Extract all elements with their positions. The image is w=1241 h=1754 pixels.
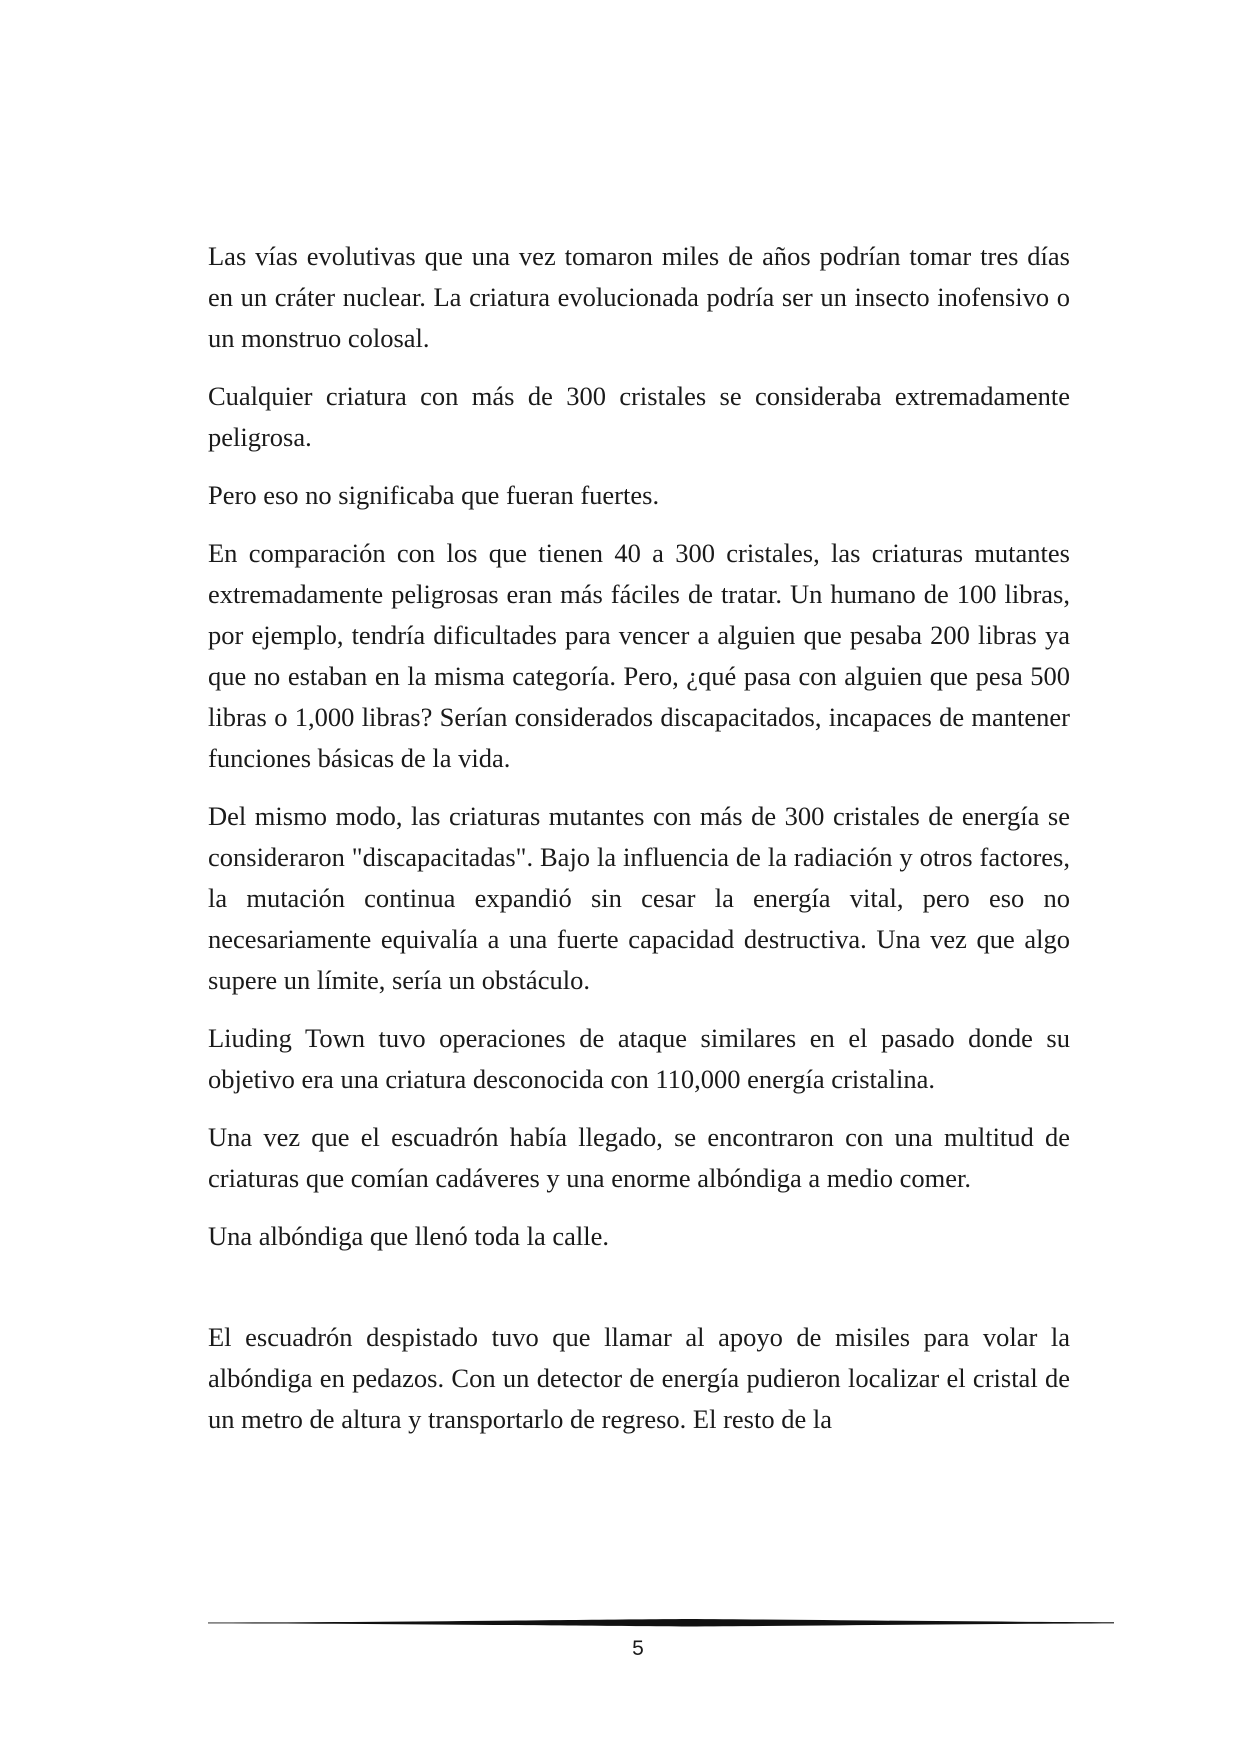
paragraph: Pero eso no significaba que fueran fuertes.	[208, 480, 660, 510]
paragraph: Cualquier criatura con más de 300 cristales se consideraba extremadamente peligrosa.	[208, 381, 1070, 452]
body-text	[208, 236, 1070, 1457]
paragraph: Una vez que el escuadrón había llegado, se encontraron con una multitud de criaturas que comían cadáveres y una enorme albóndiga a medio comer.	[208, 1122, 1070, 1193]
paragraph: Liuding Town tuvo operaciones de ataque similares en el pasado donde su objetivo era una criatura desconocida con 110,000 energía cristalina.	[208, 1023, 1070, 1094]
page-number: 5	[632, 1637, 644, 1660]
paragraph: En comparación con los que tienen 40 a 300 cristales, las criaturas mutantes extremadamente peligrosas eran más fáciles de tratar. Un humano de 100 libras, por ejemplo, tendría dificultades para vencer a alguien que pesaba 200 libras ya que no estaban en la misma categoría. Pero, ¿qué pasa con alguien que pesa 500 libras o 1,000 libras? Serían considerados discapacitados, incapaces de mantener funciones básicas de la vida.	[208, 538, 1070, 773]
footer-divider	[208, 1616, 1114, 1630]
paragraph: El escuadrón despistado tuvo que llamar al apoyo de misiles para volar la albóndiga en pedazos. Con un detector de energía pudieron localizar el cristal de un metro de altura y transportarlo de regreso. El resto de la	[208, 1322, 1070, 1434]
paragraph: Una albóndiga que llenó toda la calle.	[208, 1221, 610, 1251]
paragraph: Del mismo modo, las criaturas mutantes con más de 300 cristales de energía se consideraron "discapacitadas". Bajo la influencia de la radiación y otros factores, la mutación continua expandió sin cesar la energía vital, pero eso no necesariamente equivalía a una fuerte capacidad destructiva. Una vez que algo supere un límite, sería un obstáculo.	[208, 801, 1070, 995]
paragraph: Las vías evolutivas que una vez tomaron miles de años podrían tomar tres días en un cráter nuclear. La criatura evolucionada podría ser un insecto inofensivo o un monstruo colosal.	[208, 241, 1070, 353]
